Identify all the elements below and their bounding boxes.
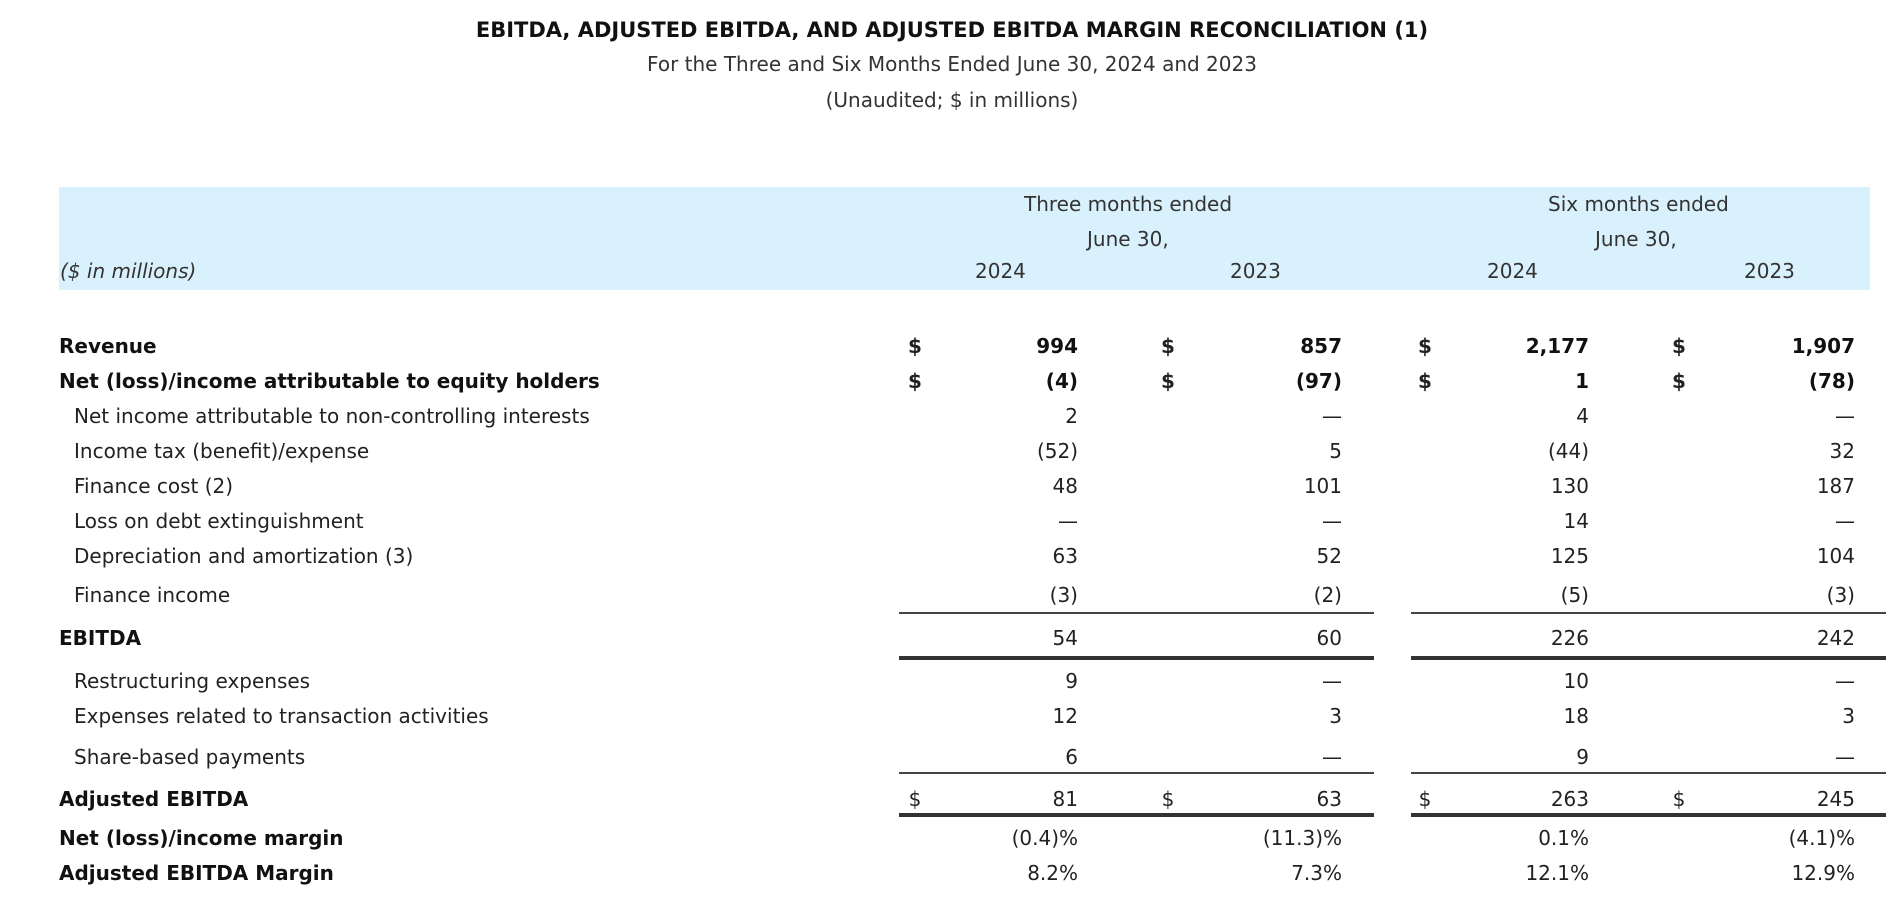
group-header-six-months: Six months ended (1548, 192, 1729, 216)
value-cell: — (1835, 404, 1855, 428)
value-cell: (78) (1808, 369, 1855, 393)
value-cell: — (1835, 509, 1855, 533)
value-cell: — (1322, 404, 1342, 428)
rule-ebitda-top-right (1411, 612, 1886, 614)
currency-symbol: $ (908, 334, 922, 358)
row-label: Adjusted EBITDA (59, 787, 249, 811)
value-cell: 1 (1575, 369, 1589, 393)
value-cell: (4.1)% (1788, 826, 1855, 850)
rule-ebitda-bottom-left (899, 656, 1374, 660)
currency-symbol: $ (1672, 334, 1686, 358)
value-cell: 18 (1563, 704, 1589, 728)
table-row (0, 698, 1904, 734)
table-row (0, 577, 1904, 613)
value-cell: 125 (1550, 544, 1589, 568)
currency-symbol: $ (1418, 334, 1432, 358)
value-cell: (4) (1045, 369, 1078, 393)
table-row (0, 503, 1904, 539)
value-cell: 104 (1816, 544, 1855, 568)
year-header-q-2024: 2024 (975, 259, 1026, 283)
value-cell: 226 (1550, 626, 1589, 650)
table-row (0, 398, 1904, 434)
currency-symbol: $ (1161, 369, 1175, 393)
value-cell: 6 (1065, 745, 1078, 769)
value-cell: 130 (1550, 474, 1589, 498)
row-label: Finance income (74, 583, 231, 607)
value-cell: 7.3% (1291, 861, 1342, 885)
table-row (0, 620, 1904, 656)
currency-symbol: $ (908, 369, 922, 393)
value-cell: (3) (1826, 583, 1855, 607)
row-label: Net income attributable to non-controlling interests (74, 404, 590, 428)
value-cell: 8.2% (1027, 861, 1078, 885)
currency-symbol: $ (1161, 334, 1175, 358)
value-cell: 10 (1563, 669, 1589, 693)
table-row (0, 781, 1904, 817)
value-cell: 60 (1316, 626, 1342, 650)
value-cell: 14 (1563, 509, 1589, 533)
value-cell: 0.1% (1538, 826, 1589, 850)
currency-symbol: $ (908, 787, 922, 811)
value-cell: (52) (1036, 439, 1078, 463)
value-cell: 12 (1052, 704, 1078, 728)
row-label: Adjusted EBITDA Margin (59, 861, 334, 885)
value-cell: 32 (1829, 439, 1855, 463)
year-header-q-2023: 2023 (1230, 259, 1281, 283)
value-cell: — (1058, 509, 1078, 533)
value-cell: — (1322, 669, 1342, 693)
value-cell: 52 (1316, 544, 1342, 568)
value-cell: 994 (1036, 334, 1078, 358)
value-cell: (5) (1560, 583, 1589, 607)
value-cell: (2) (1313, 583, 1342, 607)
table-row (0, 328, 1904, 364)
row-label: EBITDA (59, 626, 142, 650)
row-label: Loss on debt extinguishment (74, 509, 364, 533)
value-cell: 245 (1816, 787, 1855, 811)
value-cell: (0.4)% (1011, 826, 1078, 850)
row-label: Income tax (benefit)/expense (74, 439, 370, 463)
value-cell: (97) (1295, 369, 1342, 393)
value-cell: 48 (1052, 474, 1078, 498)
report-note: (Unaudited; $ in millions) (825, 88, 1079, 112)
value-cell: (11.3)% (1262, 826, 1342, 850)
value-cell: 63 (1316, 787, 1342, 811)
rule-adjusted-top-left (899, 772, 1374, 774)
value-cell: (44) (1547, 439, 1589, 463)
value-cell: 5 (1329, 439, 1342, 463)
table-header-band (59, 187, 1870, 290)
value-cell: 12.9% (1791, 861, 1855, 885)
group-header-three-months-date: June 30, (1087, 227, 1169, 251)
value-cell: 9 (1576, 745, 1589, 769)
table-row (0, 855, 1904, 891)
table-row (0, 363, 1904, 399)
table-row (0, 468, 1904, 504)
value-cell: 857 (1300, 334, 1342, 358)
value-cell: 63 (1052, 544, 1078, 568)
value-cell: 2,177 (1525, 334, 1589, 358)
report-title: EBITDA, ADJUSTED EBITDA, AND ADJUSTED EBITDA MARGIN RECONCILIATION (1) (475, 18, 1429, 42)
value-cell: 263 (1550, 787, 1589, 811)
rule-ebitda-bottom-right (1411, 656, 1886, 660)
row-label: Finance cost (2) (74, 474, 234, 498)
rule-adjusted-top-right (1411, 772, 1886, 774)
currency-symbol: $ (1418, 369, 1432, 393)
currency-symbol: $ (1418, 787, 1432, 811)
table-row (0, 538, 1904, 574)
table-row (0, 433, 1904, 469)
rule-adjusted-bottom-left (899, 813, 1374, 817)
value-cell: — (1835, 745, 1855, 769)
row-label: Depreciation and amortization (3) (74, 544, 414, 568)
report-subtitle: For the Three and Six Months Ended June 30, 2024 and 2023 (647, 52, 1257, 76)
value-cell: 242 (1816, 626, 1855, 650)
value-cell: 3 (1329, 704, 1342, 728)
table-row (0, 663, 1904, 699)
value-cell: 4 (1576, 404, 1589, 428)
value-cell: — (1835, 669, 1855, 693)
value-cell: 187 (1816, 474, 1855, 498)
value-cell: — (1322, 745, 1342, 769)
value-cell: 3 (1842, 704, 1855, 728)
value-cell: (3) (1049, 583, 1078, 607)
value-cell: 1,907 (1791, 334, 1855, 358)
rule-adjusted-bottom-right (1411, 813, 1886, 817)
currency-symbol: $ (1161, 787, 1175, 811)
table-row (0, 820, 1904, 856)
rule-ebitda-top-left (899, 612, 1374, 614)
row-label: Expenses related to transaction activities (74, 704, 489, 728)
value-cell: — (1322, 509, 1342, 533)
table-row (0, 739, 1904, 775)
row-label: Net (loss)/income margin (59, 826, 344, 850)
currency-symbol: $ (1672, 787, 1686, 811)
year-header-h-2023: 2023 (1744, 259, 1795, 283)
year-header-h-2024: 2024 (1487, 259, 1538, 283)
value-cell: 12.1% (1525, 861, 1589, 885)
row-label: Restructuring expenses (74, 669, 311, 693)
row-label: Net (loss)/income attributable to equity holders (59, 369, 600, 393)
row-label: Revenue (59, 334, 157, 358)
value-cell: 2 (1065, 404, 1078, 428)
units-label: ($ in millions) (60, 259, 197, 283)
group-header-six-months-date: June 30, (1595, 227, 1677, 251)
value-cell: 9 (1065, 669, 1078, 693)
value-cell: 101 (1303, 474, 1342, 498)
value-cell: 54 (1052, 626, 1078, 650)
row-label: Share-based payments (74, 745, 306, 769)
group-header-three-months: Three months ended (1024, 192, 1233, 216)
value-cell: 81 (1052, 787, 1078, 811)
currency-symbol: $ (1672, 369, 1686, 393)
